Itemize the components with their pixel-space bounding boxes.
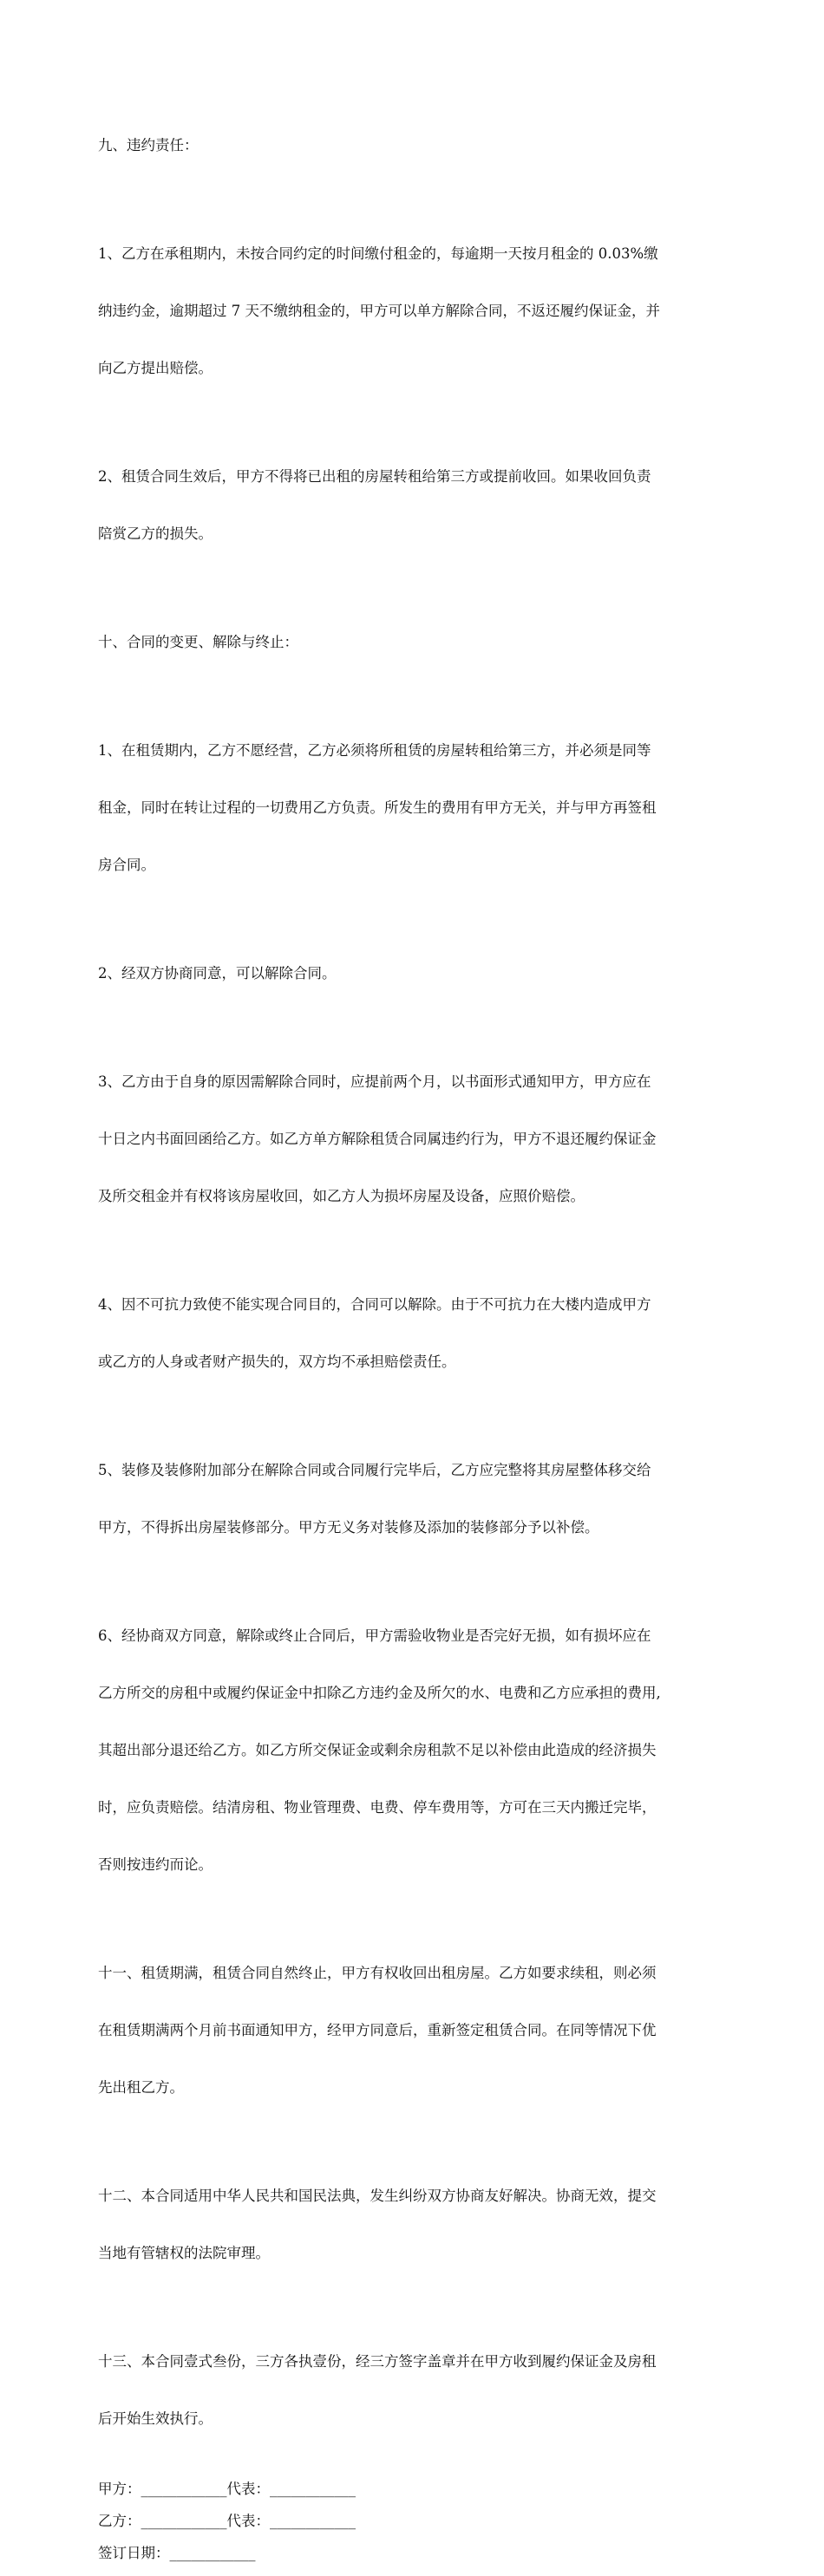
clause-paragraph — [98, 206, 729, 416]
text-line: 向乙方提出赔偿。 — [98, 360, 213, 376]
text-line: 3、乙方由于自身的原因需解除合同时，应提前两个月，以书面形式通知甲方，甲方应在 — [98, 1073, 651, 1090]
text-line: 及所交租金并有权将该房屋收回，如乙方人为损坏房屋及设备，应照价赔偿。 — [98, 1188, 585, 1204]
clause-paragraph — [98, 1034, 729, 1244]
text-line: 在租赁期满两个月前书面通知甲方，经甲方同意后，重新签定租赁合同。在同等情况下优 — [98, 2022, 657, 2038]
text-line: 九、违约责任： — [98, 137, 199, 153]
section-heading-contract-change — [98, 595, 729, 690]
party-b-signature-line: 乙方：____________代表：____________ — [98, 2513, 356, 2529]
text-line: 房合同。 — [98, 857, 155, 873]
text-line: 先出租乙方。 — [98, 2079, 184, 2096]
text-line: 1、在租赁期内，乙方不愿经营，乙方必须将所租赁的房屋转租给第三方，并必须是同等 — [98, 742, 651, 759]
text-line: 其超出部分退还给乙方。如乙方所交保证金或剩余房租款不足以补偿由此造成的经济损失 — [98, 1742, 657, 1758]
section-heading-breach-liability — [98, 98, 729, 193]
clause-paragraph — [98, 429, 729, 582]
text-line: 后开始生效执行。 — [98, 2410, 213, 2427]
text-line: 十、合同的变更、解除与终止： — [98, 634, 298, 650]
text-line: 2、租赁合同生效后，甲方不得将已出租的房屋转租给第三方或提前收回。如果收回负责 — [98, 468, 651, 485]
text-line: 当地有管辖权的法院审理。 — [98, 2245, 270, 2261]
text-line: 十日之内书面回函给乙方。如乙方单方解除租赁合同属违约行为，甲方不退还履约保证金 — [98, 1131, 657, 1147]
section-paragraph-lease-expiry — [98, 1926, 729, 2136]
clause-paragraph — [98, 1588, 729, 1913]
party-a-signature-line: 甲方：____________代表：____________ — [98, 2481, 356, 2497]
clause-paragraph — [98, 703, 729, 913]
text-line: 4、因不可抗力致使不能实现合同目的，合同可以解除。由于不可抗力在大楼内造成甲方 — [98, 1296, 651, 1313]
text-line: 租金，同时在转让过程的一切费用乙方负责。所发生的费用有甲方无关，并与甲方再签租 — [98, 799, 657, 816]
text-line: 5、装修及装修附加部分在解除合同或合同履行完毕后，乙方应完整将其房屋整体移交给 — [98, 1462, 651, 1478]
section-paragraph-applicable-law — [98, 2149, 729, 2301]
clause-paragraph — [98, 1257, 729, 1410]
clause-paragraph — [98, 1423, 729, 1575]
text-line: 1、乙方在承租期内，未按合同约定的时间缴付租金的，每逾期一天按月租金的 0.03%缴 — [98, 245, 658, 262]
text-line: 纳违约金，逾期超过 7 天不缴纳租金的，甲方可以单方解除合同，不返还履约保证金，并 — [98, 303, 660, 319]
text-line: 时，应负责赔偿。结清房租、物业管理费、电费、停车费用等，方可在三天内搬迁完毕， — [98, 1799, 657, 1816]
text-line: 6、经协商双方同意，解除或终止合同后，甲方需验收物业是否完好无损，如有损坏应在 — [98, 1627, 651, 1644]
text-line: 十三、本合同壹式叁份，三方各执壹份，经三方签字盖章并在甲方收到履约保证金及房租 — [98, 2353, 657, 2370]
section-paragraph-copies — [98, 2314, 729, 2467]
text-line: 陪赏乙方的损失。 — [98, 525, 213, 542]
text-line: 乙方所交的房租中或履约保证金中扣除乙方违约金及所欠的水、电费和乙方应承担的费用, — [98, 1685, 661, 1701]
signing-date-line: 签订日期：____________ — [98, 2545, 256, 2561]
clause-paragraph — [98, 926, 729, 1021]
text-line: 否则按违约而论。 — [98, 1856, 213, 1873]
text-line: 2、经双方协商同意，可以解除合同。 — [98, 965, 337, 981]
text-line: 十二、本合同适用中华人民共和国民法典，发生纠纷双方协商友好解决。协商无效，提交 — [98, 2188, 657, 2204]
text-line: 甲方，不得拆出房屋装修部分。甲方无义务对装修及添加的装修部分予以补偿。 — [98, 1519, 599, 1536]
text-line: 或乙方的人身或者财产损失的，双方均不承担赔偿责任。 — [98, 1353, 456, 1370]
document-page — [98, 98, 729, 2576]
text-line: 十一、租赁期满，租赁合同自然终止，甲方有权收回出租房屋。乙方如要求续租，则必须 — [98, 1965, 657, 1981]
